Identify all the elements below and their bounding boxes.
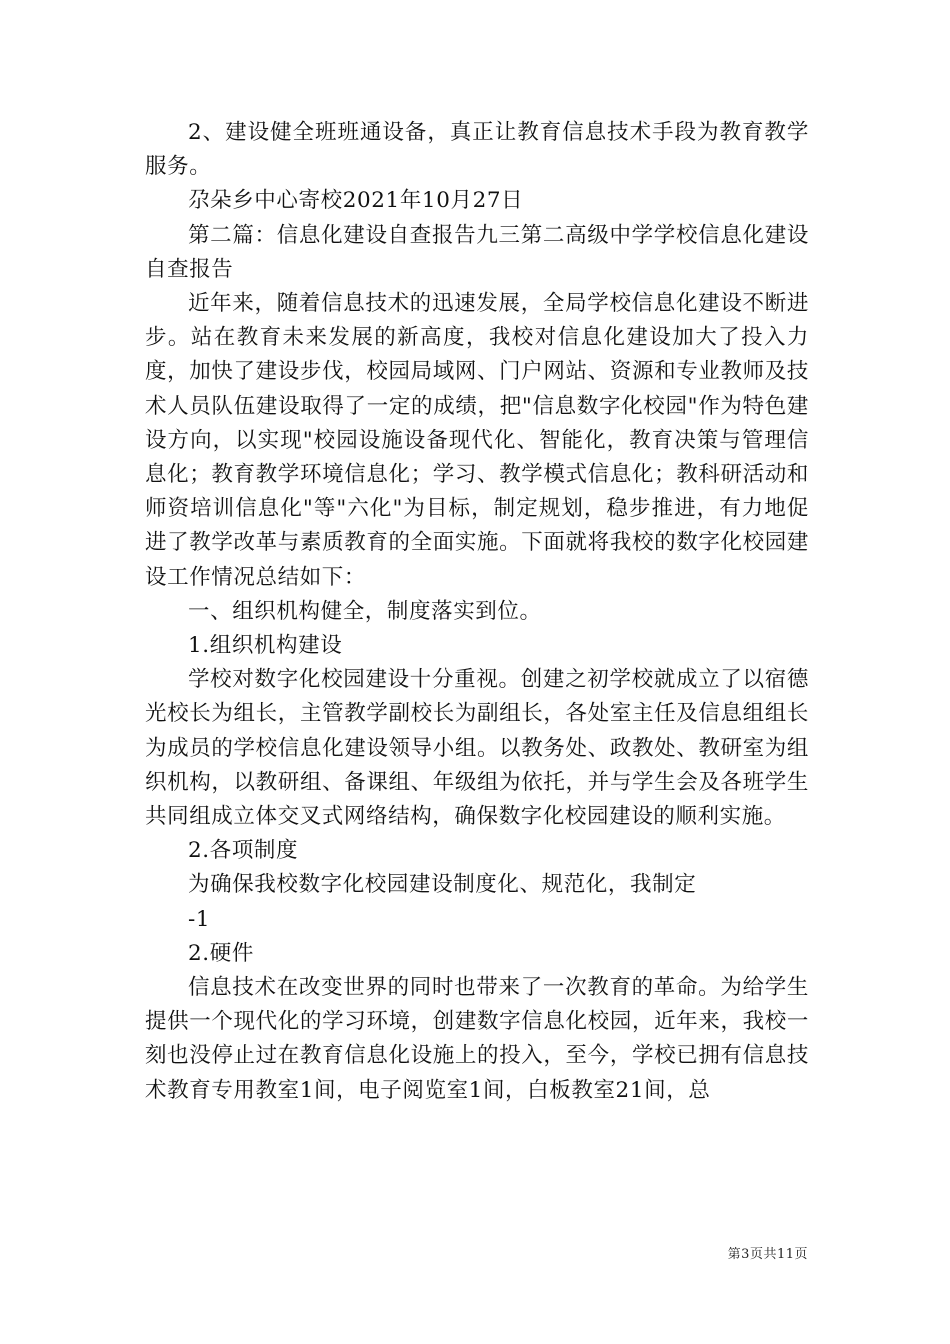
paragraph: 近年来，随着信息技术的迅速发展，全局学校信息化建设不断进步。站在教育未来发展的新高度，我校对信息化建设加大了投入力度，加快了建设步伐，校园局域网、门户网站、资源和专业教师及技术人员队伍建设取得了一定的成绩，把"信息数字化校园"作为特色建设方向，以实现"校园设施设备现代化、智能化，教育决策与管理信息化；教育教学环境信息化；学习、教学模式信息化；教科研活动和师资培训信息化"等"六化"为目标，制定规划，稳步推进，有力地促进了教学改革与素质教育的全面实施。下面就将我校的数字化校园建设工作情况总结如下：: [145, 291, 809, 590]
subsection-heading: 1.组织机构建设: [188, 633, 343, 659]
section-heading: 一、组织机构健全，制度落实到位。: [188, 598, 542, 624]
paragraph: 2、建设健全班班通设备，真正让教育信息技术手段为教育教学服务。: [145, 120, 809, 180]
subsection-heading: 2.各项制度: [188, 838, 299, 864]
page-number: 第3页共11页: [727, 1247, 808, 1262]
subsection-heading: 2.硬件: [188, 940, 254, 966]
section-heading: 第二篇：信息化建设自查报告九三第二高级中学学校信息化建设自查报告: [145, 222, 809, 282]
document-body: [145, 116, 809, 1108]
paragraph: 尕朵乡中心寄校2021年10月27日: [188, 188, 524, 214]
paragraph: 信息技术在改变世界的同时也带来了一次教育的革命。为给学生提供一个现代化的学习环境，创建数字信息化校园，近年来，我校一刻也没停止过在教育信息化设施上的投入，至今，学校已拥有信息技术教育专用教室1间，电子阅览室1间，白板教室21间，总: [145, 975, 809, 1103]
paragraph: -1: [188, 906, 211, 932]
paragraph: 学校对数字化校园建设十分重视。创建之初学校就成立了以宿德光校长为组长，主管教学副校长为副组长，各处室主任及信息组组长为成员的学校信息化建设领导小组。以教务处、政教处、教研室为组织机构，以教研组、备课组、年级组为依托，并与学生会及各班学生共同组成立体交叉式网络结构，确保数字化校园建设的顺利实施。: [145, 667, 809, 830]
paragraph: 为确保我校数字化校园建设制度化、规范化，我制定: [188, 872, 697, 898]
